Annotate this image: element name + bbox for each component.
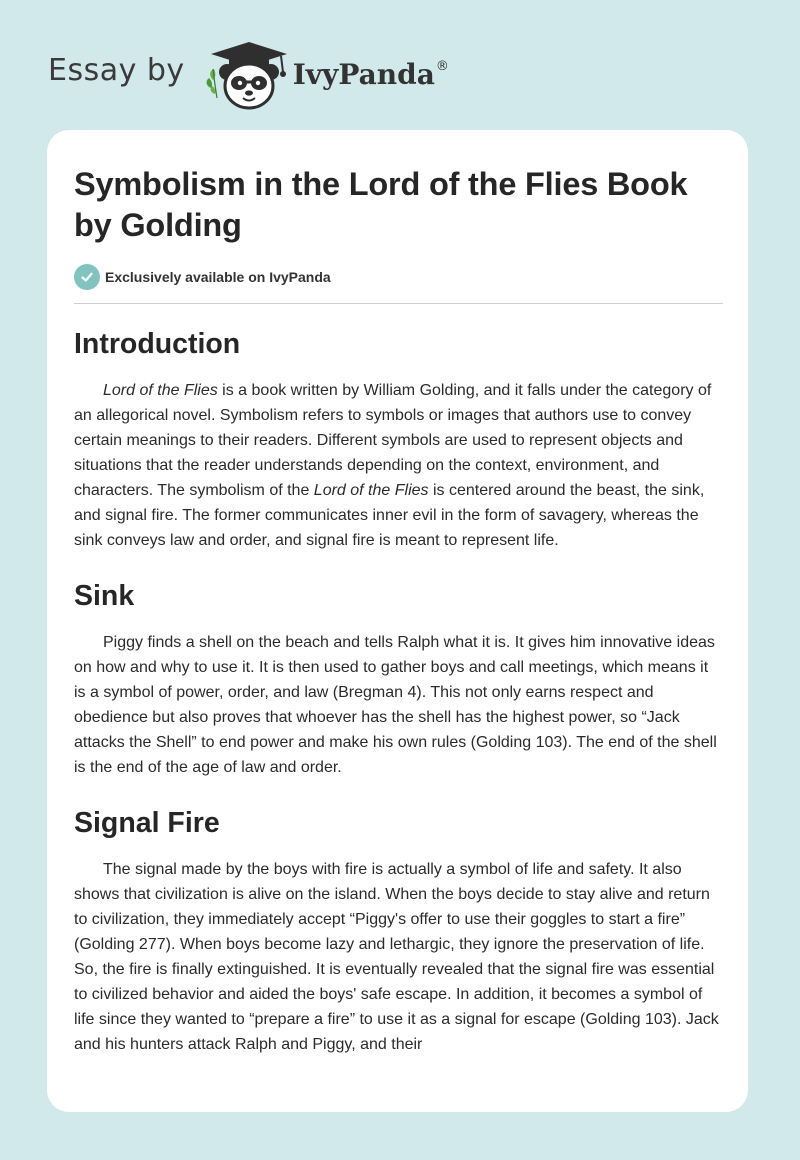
section-paragraph-introduction [74,378,723,553]
book-title-emphasis: Lord of the Flies [313,482,429,499]
section-paragraph-signal-fire: The signal made by the boys with fire is actually a symbol of life and safety. It also shows that civilization is alive on the island. When the boys decide to stay alive and return to civilization, they immediately accept “Piggy's offer to use their goggles to start a fire” (Golding 277). When boys become lazy and lethargic, they ignore the preservation of life. So, the fire is finally extinguished. It is eventually revealed that the signal fire was essential to civilized behavior and aided the boys' safe escape. In addition, it becomes a symbol of life since they wanted to “prepare a fire” to use it as a signal for escape (Golding 103). Jack and his hunters attack Ralph and Piggy, and their [74,861,719,1053]
section-heading-introduction: Introduction [74,328,241,360]
divider [74,303,723,304]
section-heading-sink: Sink [74,580,135,612]
exclusive-label: Exclusively available on IvyPanda [105,269,331,285]
book-title-emphasis: Lord of the Flies [103,382,218,399]
check-icon [74,264,100,290]
brand-name[interactable] [293,58,449,91]
essay-by-label: Essay by [48,52,185,88]
exclusive-badge [74,264,721,290]
site-header [48,36,748,112]
panda-graduation-cap-icon[interactable] [199,36,299,112]
intro-text-part: is centered around the beast, the sink, and signal fire. The former communicates inner evil in the form of savagery, whereas the sink conveys law and order, and signal fire is meant to represent life. [74,482,705,549]
section-paragraph-sink: Piggy finds a shell on the beach and tells Ralph what it is. It gives him innovative ideas on how and why to use it. It is then used to gather boys and call meetings, which means it is a symbol of power, order, and law (Bregman 4). This not only earns respect and obedience but also proves that whoever has the shell has the highest power, so “Jack attacks the Shell” to end power and make his own rules (Golding 103). The end of the shell is the end of the age of law and order. [74,634,717,776]
brand-text: IvyPanda [292,57,435,91]
essay-card [47,130,748,1112]
registered-mark: ® [435,58,449,74]
section-heading-signal-fire: Signal Fire [74,807,220,839]
intro-text-part: is a book written by William Golding, and it falls under the category of an allegorical novel. Symbolism refers to symbols or images that authors use to convey certain meanings to their readers. Different symbols are used to represent objects and situations that the reader understands depending on the context, environment, and characters. The symbolism of the [74,382,712,499]
page-title: Symbolism in the Lord of the Flies Book by Golding [74,166,688,243]
